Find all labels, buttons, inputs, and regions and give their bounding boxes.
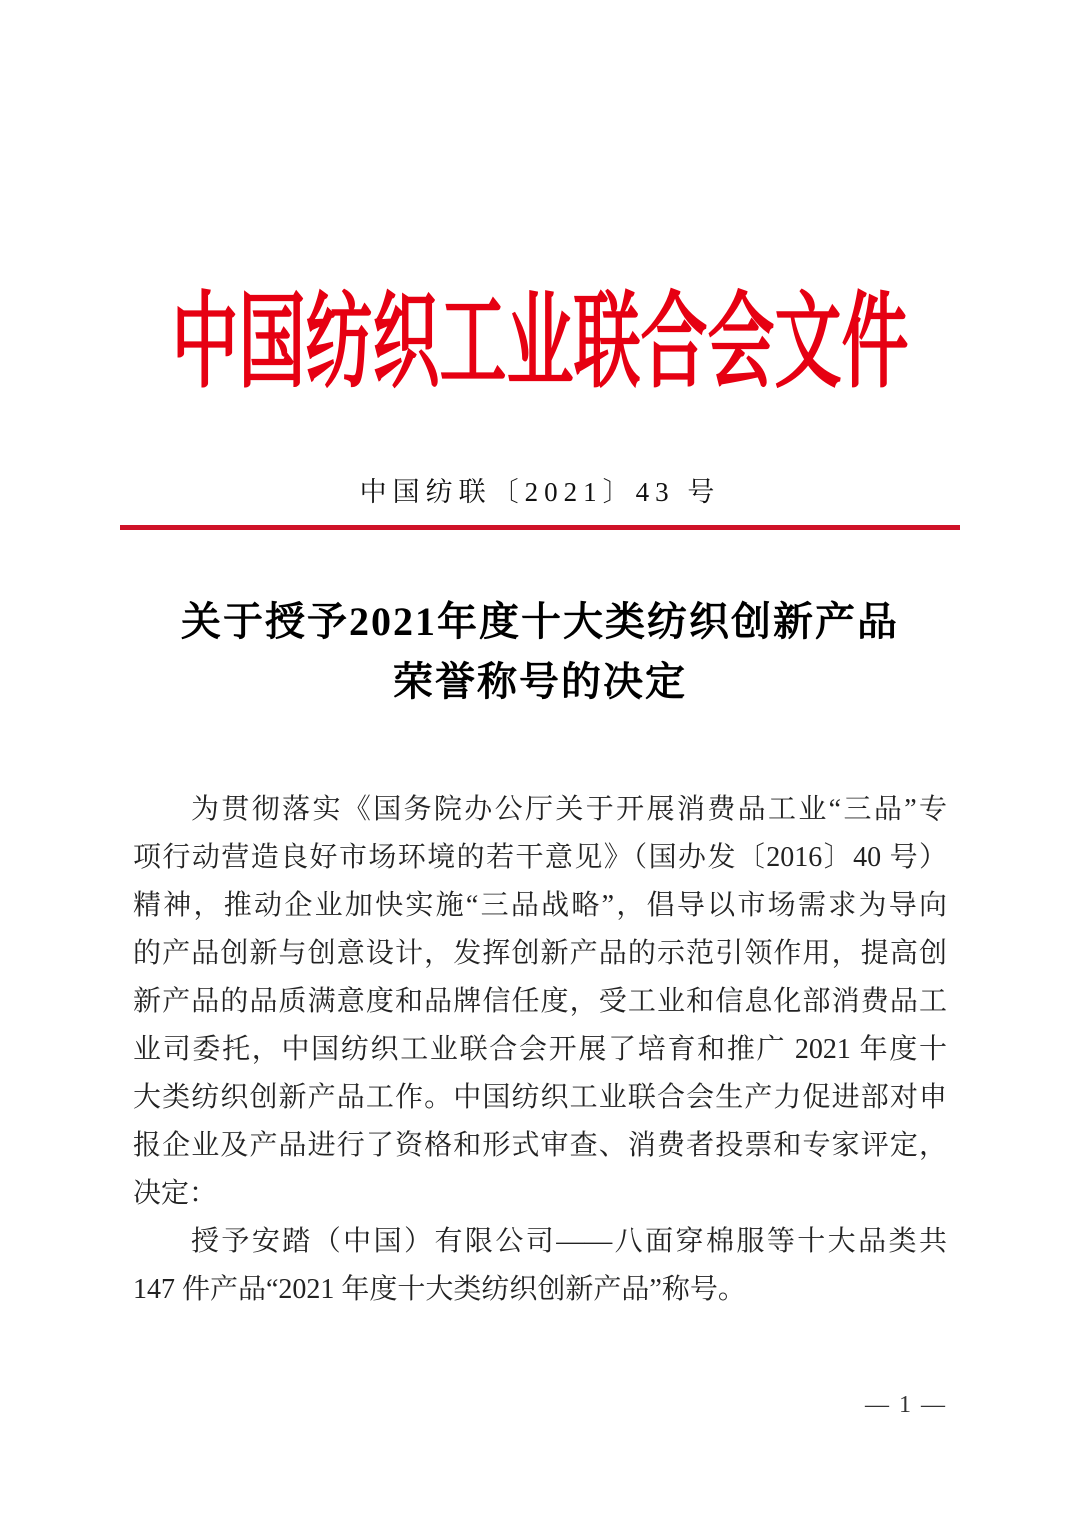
- body-text-line: 为贯彻落实《国务院办公厅关于开展消费品工业“三品”专: [191, 794, 947, 825]
- decision-title-line2: 荣誉称号的决定: [393, 659, 687, 704]
- org-header-title: 中国纺织工业联合会文件: [171, 285, 909, 401]
- decision-title-line1: 关于授予2021年度十大类纺织创新产品: [181, 599, 899, 644]
- body-text-line: 报企业及产品进行了资格和形式审查、消费者投票和专家评定，: [133, 1130, 947, 1161]
- document-number: 中国纺联〔2021〕43 号: [359, 477, 721, 507]
- red-divider-line: [120, 525, 960, 530]
- body-text-line: 147 件产品“2021 年度十大类纺织创新产品”称号。: [133, 1274, 746, 1305]
- page-number: — 1 —: [865, 1392, 947, 1418]
- body-text-line: 新产品的品质满意度和品牌信任度，受工业和信息化部消费品工: [133, 986, 947, 1017]
- decision-body: [133, 786, 947, 1314]
- body-text-line: 授予安踏（中国）有限公司——八面穿棉服等十大品类共: [191, 1226, 947, 1257]
- body-text-line: 决定：: [133, 1178, 218, 1209]
- org-header: [0, 0, 1080, 401]
- body-text-line: 项行动营造良好市场环境的若干意见》（国办发〔2016〕40 号）: [133, 842, 947, 873]
- body-text-line: 业司委托，中国纺织工业联合会开展了培育和推广 2021 年度十: [133, 1034, 947, 1065]
- body-text-line: 大类纺织创新产品工作。中国纺织工业联合会生产力促进部对申: [133, 1082, 947, 1113]
- body-text-line: 的产品创新与创意设计，发挥创新产品的示范引领作用，提高创: [133, 938, 947, 969]
- body-text-line: 精神，推动企业加快实施“三品战略”，倡导以市场需求为导向: [133, 890, 947, 921]
- decision-title: [0, 592, 1080, 712]
- page-footer: [133, 1392, 947, 1419]
